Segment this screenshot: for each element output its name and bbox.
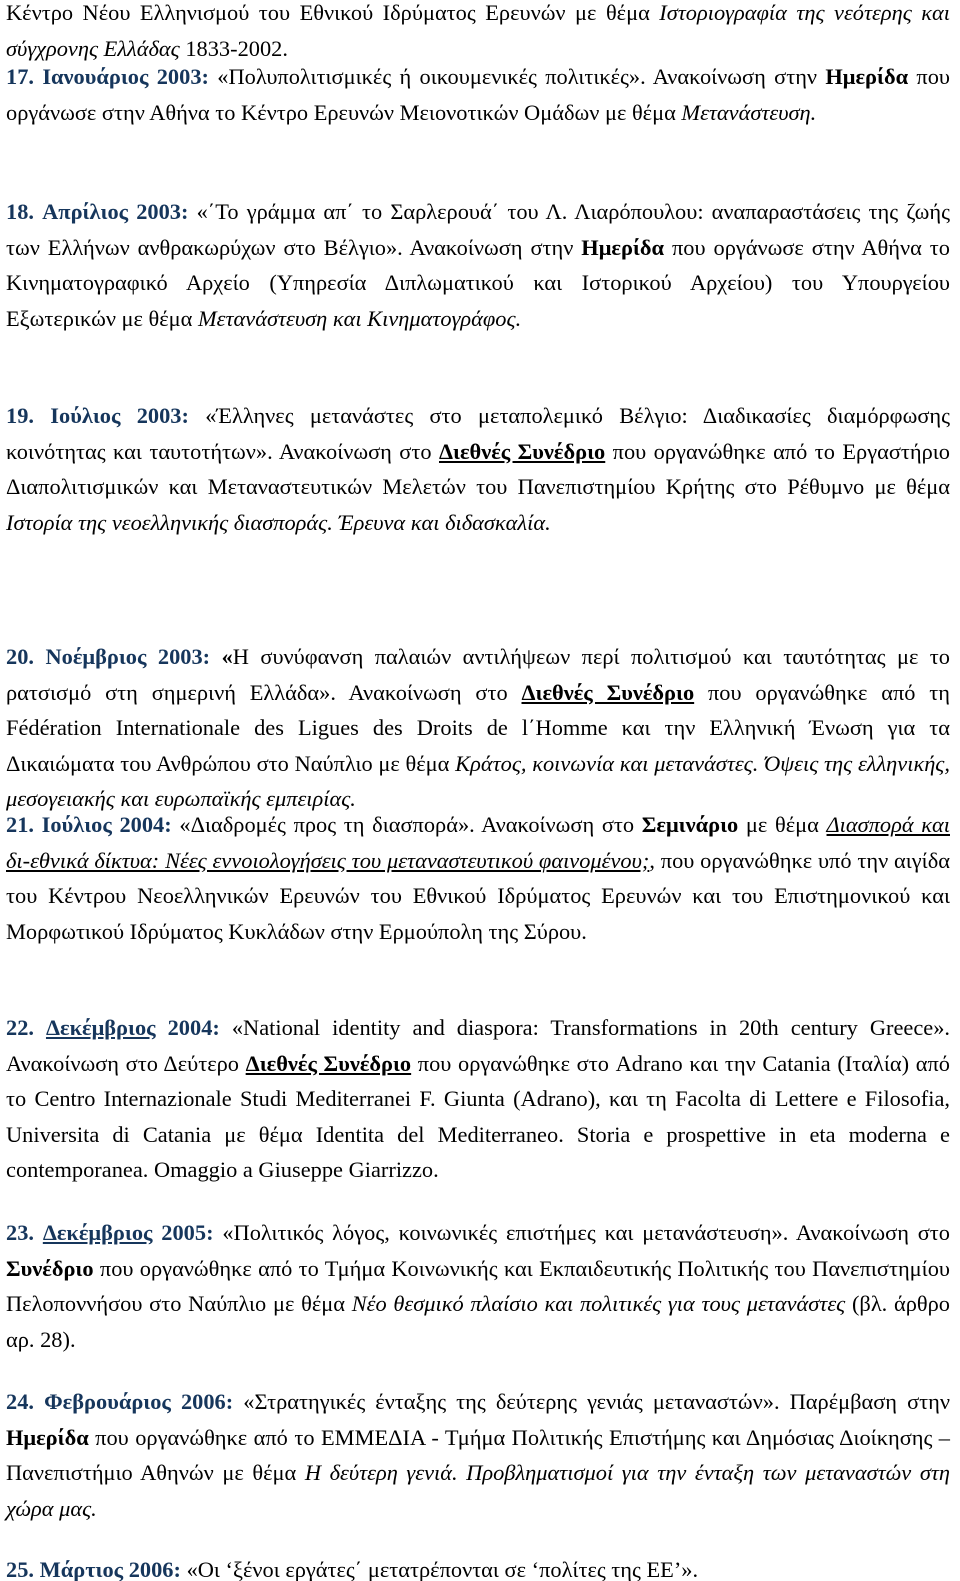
entry-text: που οργάνωσε στην Αθήνα το Κινηματογραφικό Αρχείο (Υπηρεσία Διπλωματικού και Ιστορικού Αρχείου) του Υπουργείου Εξωτερικών με θέμα — [6, 234, 950, 331]
lead-text-2: 1833-2002. — [179, 35, 288, 61]
entry-text: που οργανώθηκε από τη Fédération Internationale des Ligues des Droits de l΄Homme και την Ελληνική Ένωση για τα Δικαιώματα του Ανθρώπου στο Ναύπλιο με θέμα — [6, 679, 950, 776]
entry-21 — [6, 807, 950, 949]
entry-text: Μετανάστευση και Κινηματογράφος. — [198, 305, 522, 331]
entry-text: « — [210, 644, 233, 669]
entry-number: 25. — [6, 1557, 34, 1581]
entry-23 — [6, 1215, 950, 1357]
entry-date: Ιούλιος 2003: — [50, 403, 189, 428]
entry-number: 22. — [6, 1015, 34, 1040]
entry-text: «΄Το γράμμα απ΄ το Σαρλερουά΄ του Λ. Λιαρόπουλου: αναπαραστάσεις της ζωής των Ελλήνων ανθρακωρύχων στο Βέλγιο». Ανακοίνωση στην — [6, 199, 950, 260]
lead-text-1: Κέντρο Νέου Ελληνισμού του Εθνικού Ιδρύματος Ερευνών με θέμα — [6, 0, 660, 25]
entry-text: «National identity and diaspora: Transformations in 20th century Greece». Ανακοίνωση στο Δεύτερο — [6, 1015, 950, 1076]
entry-text: «Πολιτικός λόγος, κοινωνικές επιστήμες και μετανάστευση». Ανακοίνωση στο — [213, 1220, 950, 1245]
entry-24 — [6, 1384, 950, 1526]
entry-date: Νοέμβριος 2003: — [45, 644, 211, 669]
entry-text: που οργανώθηκε από το Εργαστήριο Διαπολιτισμικών και Μεταναστευτικών Μελετών του Πανεπιστημίου Κρήτης στο Ρέθυμνο με θέμα — [6, 438, 950, 500]
lead-italic-title: Ιστοριογραφία της νεότερης και σύγχρονης Ελλάδας — [6, 0, 950, 61]
entry-text: με θέμα — [738, 812, 827, 837]
entry-text: που οργανώθηκε στο Adrano και την Catania (Ιταλία) από το Centro Internazionale Studi Mediterranei F. Giunta (Adrano), και τη Facolta di Lettere e Filosofia, Universita di Catania με θέμα Identita del Mediterraneo. Storia e prospettive in eta moderna e contemporanea. Omaggio a Giuseppe Giarrizzo. — [6, 1050, 950, 1183]
entry-text: Κράτος, κοινωνία και μετανάστες. Όψεις της ελληνικής, μεσογειακής και ευρωπαϊκής εμπειρίας. — [6, 750, 950, 812]
entry-date: Δεκέμβριος 2004: — [45, 1015, 220, 1040]
entry-text: Διεθνές Συνέδριο — [245, 1050, 412, 1076]
entry-text: «Διαδρομές προς τη διασπορά». Ανακοίνωση στο — [171, 812, 642, 837]
entry-number: 17. — [6, 64, 34, 89]
entry-number: 18. — [6, 199, 34, 224]
lead-paragraph — [6, 0, 950, 66]
entry-number: 24. — [6, 1389, 34, 1414]
entry-date: Μάρτιος 2006: — [39, 1557, 181, 1581]
entry-date: Ιανουάριος 2003: — [42, 64, 209, 89]
entry-22 — [6, 1010, 950, 1188]
entry-number: 23. — [6, 1220, 34, 1245]
entry-text: Συνέδριο — [6, 1255, 94, 1281]
entry-text: που οργανώθηκε από το Τμήμα Κοινωνικής και Εκπαιδευτικής Πολιτικής του Πανεπιστημίου Πελοποννήσου στο Ναύπλιο με θέμα — [6, 1255, 950, 1317]
entry-number: 19. — [6, 403, 34, 428]
entry-date: Φεβρουάριος 2006: — [44, 1389, 234, 1414]
entry-date: Απρίλιος 2003: — [42, 199, 189, 224]
entry-text: Διεθνές Συνέδριο — [521, 679, 695, 705]
entry-text: που οργανώθηκε από το ΕΜΜΕΔΙΑ - Τμήμα Πολιτικής Επιστήμης και Δημόσιας Διοίκησης – Πανεπιστήμιο Αθηνών με θέμα — [6, 1424, 950, 1486]
entry-18 — [6, 194, 950, 336]
entry-text: Διασπορά και δι-εθνικά δίκτυα: Νέες εννοιολογήσεις του μεταναστευτικού φαινομένου; — [6, 812, 950, 873]
entry-text: Η συνύφανση παλαιών αντιλήψεων περί πολιτισμού και ταυτότητας με το ρατσισμό στη σημερινή Ελλάδα». Ανακοίνωση στο — [6, 644, 950, 705]
entry-text: Ημερίδα — [6, 1424, 89, 1450]
entry-text: «Οι ‘ξένοι εργάτες΄ μετατρέπονται σε ‘πολίτες της ΕΕ’». — [180, 1557, 699, 1581]
entry-text: Ιστορία της νεοελληνικής διασποράς. Έρευνα και διδασκαλία. — [6, 509, 551, 535]
entry-date: Δεκέμβριος 2005: — [42, 1220, 214, 1245]
entry-text: Η δεύτερη γενιά. Προβληματισμοί για την ένταξη των μεταναστών στη χώρα μας. — [6, 1460, 950, 1521]
entry-date: Ιούλιος 2004: — [41, 812, 172, 837]
entry-text: «Έλληνες μετανάστες στο μεταπολεμικό Βέλγιο: Διαδικασίες διαμόρφωσης κοινότητας και ταυτοτήτων». Ανακοίνωση στο — [6, 403, 950, 464]
entry-text: «Πολυπολιτισμικές ή οικουμενικές πολιτικές». Ανακοίνωση στην — [208, 64, 826, 89]
entry-text: (βλ. άρθρο αρ. 28). — [6, 1291, 951, 1352]
entry-number: 21. — [6, 812, 34, 837]
entry-text: που οργάνωσε στην Αθήνα το Κέντρο Ερευνών Μειονοτικών Ομάδων με θέμα — [6, 64, 950, 125]
entry-17 — [6, 59, 950, 130]
entry-text: , που οργανώθηκε υπό την αιγίδα του Κέντρου Νεοελληνικών Ερευνών του Εθνικού Ιδρύματος Ερευνών και του Επιστημονικού και Μορφωτικού Ιδρύματος Κυκλάδων στην Ερμούπολη της Σύρου. — [6, 847, 950, 944]
entry-text: Διεθνές Συνέδριο — [439, 438, 606, 464]
entry-number: 20. — [6, 644, 34, 669]
entry-text: «Στρατηγικές ένταξης της δεύτερης γενιάς μεταναστών». Παρέμβαση στην — [233, 1389, 950, 1414]
entry-text: Ημερίδα — [825, 64, 909, 89]
entry-text: Μετανάστευση. — [681, 99, 817, 125]
entry-20 — [6, 639, 950, 817]
entry-19 — [6, 398, 950, 540]
entry-text: Νέο θεσμικό πλαίσιο και πολιτικές για τους μετανάστες — [351, 1291, 846, 1317]
entry-text: Σεμινάριο — [641, 812, 739, 837]
entry-text: Ημερίδα — [581, 234, 665, 260]
entry-25 — [6, 1552, 950, 1581]
